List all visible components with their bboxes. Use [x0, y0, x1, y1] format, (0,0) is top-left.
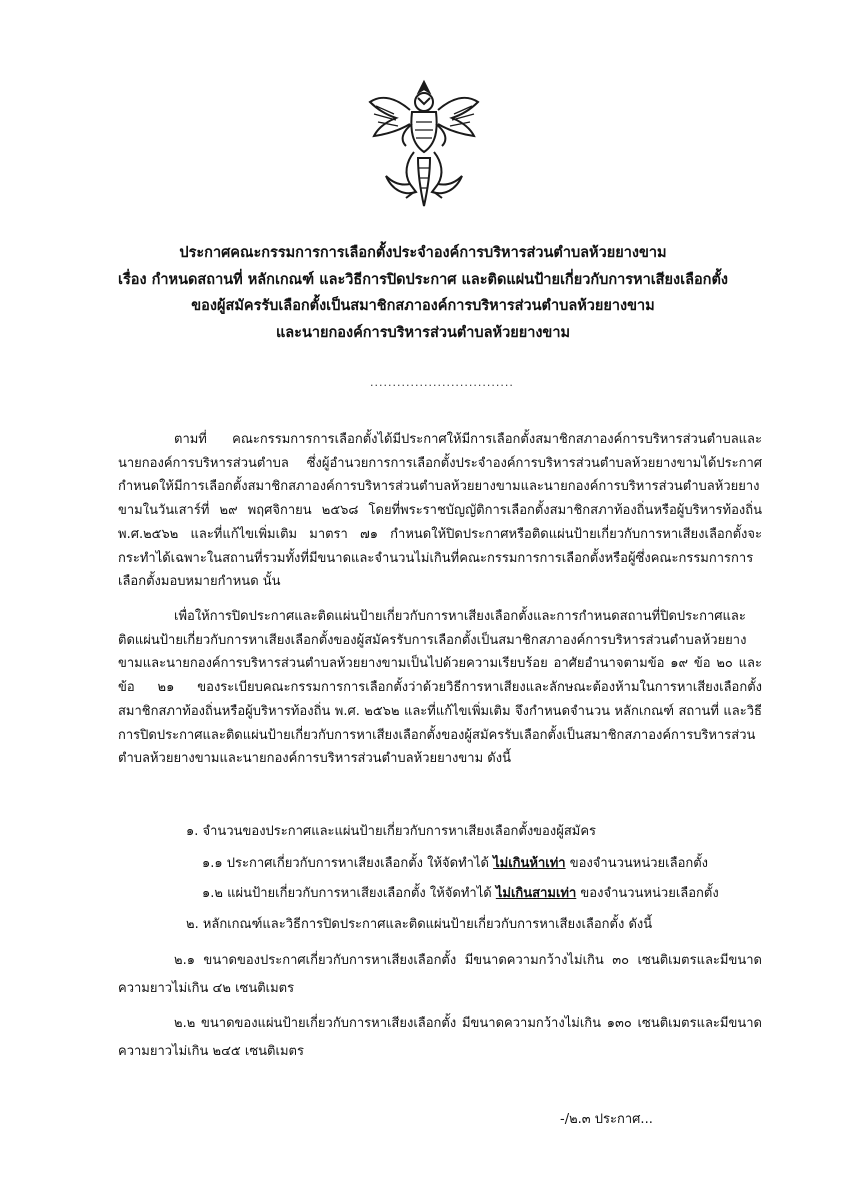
item-2-heading: ๒. หลักเกณฑ์และวิธีการปิดประกาศและติดแผ่นป้ายเกี่ยวกับการหาเสียงเลือกตั้ง ดังนี้: [186, 917, 653, 932]
title-line-1: ประกาศคณะกรรมการการเลือกตั้งประจำองค์การบริหารส่วนตำบลห้วยยางขาม: [179, 245, 667, 261]
item-1-2-suffix: ของจำนวนหน่วยเลือกตั้ง: [580, 886, 719, 901]
item-2-2: ๒.๒ ขนาดของแผ่นป้ายเกี่ยวกับการหาเสียงเลือกตั้ง มีขนาดความกว้างไม่เกิน ๑๓๐ เซนติเมตรและมีขนาดความยาวไม่เกิน ๒๔๕ เซนติเมตร: [118, 1016, 762, 1059]
item-1-2-text: ๑.๒ แผ่นป้ายเกี่ยวกับการหาเสียงเลือกตั้ง ให้จัดทำได้: [202, 886, 492, 901]
title-line-2: เรื่อง กำหนดสถานที่ หลักเกณฑ์ และวิธีการปิดประกาศ และติดแผ่นป้ายเกี่ยวกับการหาเสียงเลือกตั้ง: [118, 271, 728, 288]
title-line-3: ของผู้สมัครรับเลือกตั้งเป็นสมาชิกสภาองค์การบริหารส่วนตำบลห้วยยางขาม: [191, 298, 655, 314]
item-1-1-limit: ไม่เกินห้าเท่า: [493, 856, 566, 871]
paragraph-authority: เพื่อให้การปิดประกาศและติดแผ่นป้ายเกี่ยวกับการหาเสียงเลือกตั้งและการกำหนดสถานที่ปิดประกาศและติดแผ่นป้ายเกี่ยวกับการหาเสียงเลือกตั้งของผู้สมัครรับการเลือกตั้งเป็นสมาชิกสภาองค์การบริหารส่วนตำบลห้วยยางขามและนายกองค์การบริหารส่วนตำบลห้วยยางขามเป็นไปด้วยความเรียบร้อย อาศัยอำนาจตามข้อ ๑๙ ข้อ ๒๐ และข้อ ๒๑ ของระเบียบคณะกรรมการการเลือกตั้งว่าด้วยวิธีการหาเสียงและลักษณะต้องห้ามในการหาเสียงเลือกตั้งสมาชิกสภาท้องถิ่นหรือผู้บริหารท้องถิ่น พ.ศ. ๒๕๖๒ และที่แก้ไขเพิ่มเติม จึงกำหนดจำนวน หลักเกณฑ์ สถานที่ และวิธีการปิดประกาศและติดแผ่นป้ายเกี่ยวกับการหาเสียงเลือกตั้งของผู้สมัครรับเลือกตั้งเป็นสมาชิกสภาองค์การบริหารส่วนตำบลห้วยยางขามและนายกองค์การบริหารส่วนตำบลห้วยยางขาม ดังนี้: [118, 609, 762, 767]
item-1-1-text: ๑.๑ ประกาศเกี่ยวกับการหาเสียงเลือกตั้ง ให้จัดทำได้: [202, 856, 489, 871]
garuda-emblem-icon: [366, 78, 482, 214]
item-1-1-suffix: ของจำนวนหน่วยเลือกตั้ง: [569, 856, 709, 871]
title-separator: ................................: [370, 376, 514, 389]
announcement-title: [110, 240, 736, 346]
item-1-1: [202, 852, 708, 875]
paragraph-preamble: ตามที่ คณะกรรมการการเลือกตั้งได้มีประกาศให้มีการเลือกตั้งสมาชิกสภาองค์การบริหารส่วนตำบลและนายกองค์การบริหารส่วนตำบล ซึ่งผู้อำนวยการการเลือกตั้งประจำองค์การบริหารส่วนตำบลห้วยยางขามได้ประกาศกำหนดให้มีการเลือกตั้งสมาชิกสภาองค์การบริหารส่วนตำบลห้วยยางขามและนายกองค์การบริหารส่วนตำบลห้วยยางขามในวันเสาร์ที่ ๒๙ พฤศจิกายน ๒๕๖๘ โดยที่พระราชบัญญัติการเลือกตั้งสมาชิกสภาท้องถิ่นหรือผู้บริหารท้องถิ่น พ.ศ.๒๕๖๒ และที่แก้ไขเพิ่มเติม มาตรา ๗๑ กำหนดให้ปิดประกาศหรือติดแผ่นป้ายเกี่ยวกับการหาเสียงเลือกตั้งจะกระทำได้เฉพาะในสถานที่รวมทั้งที่มีขนาดและจำนวนไม่เกินที่คณะกรรมการการเลือกตั้งหรือผู้ซึ่งคณะกรรมการการเลือกตั้งมอบหมายกำหนด นั้น: [118, 432, 762, 590]
item-1-heading: ๑. จำนวนของประกาศและแผ่นป้ายเกี่ยวกับการหาเสียงเลือกตั้งของผู้สมัคร: [186, 824, 597, 839]
page-continuation: -/๒.๓ ประกาศ...: [560, 1112, 653, 1127]
item-1-2-limit: ไม่เกินสามเท่า: [495, 886, 577, 901]
item-2-1: ๒.๑ ขนาดของประกาศเกี่ยวกับการหาเสียงเลือกตั้ง มีขนาดความกว้างไม่เกิน ๓๐ เซนติเมตรและมีขนาดความยาวไม่เกิน ๔๒ เซนติเมตร: [118, 953, 762, 996]
item-1-2: [202, 882, 719, 905]
title-line-4: และนายกองค์การบริหารส่วนตำบลห้วยยางขาม: [275, 324, 571, 341]
